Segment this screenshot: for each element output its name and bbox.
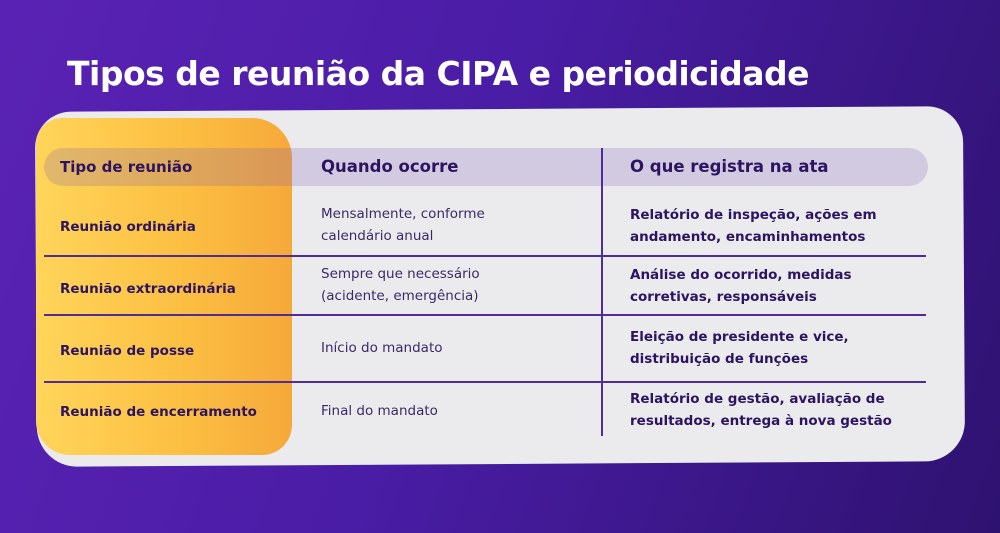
header-quando-ocorre: Quando ocorre (321, 157, 459, 176)
row-when-ordinaria: Mensalmente, conforme calendário anual (321, 206, 485, 244)
row-record-posse: Eleição de presidente e vice, distribuição de funções (630, 329, 849, 367)
row-type-extraordinaria: Reunião extraordinária (60, 281, 236, 297)
header-tipo-de-reuniao: Tipo de reunião (60, 158, 193, 176)
column-divider (601, 148, 603, 436)
row-divider (44, 381, 926, 383)
row-when-encerramento: Final do mandato (321, 403, 438, 419)
row-when-posse: Início do mandato (321, 340, 443, 356)
row-type-posse: Reunião de posse (60, 343, 195, 359)
row-type-ordinaria: Reunião ordinária (60, 219, 196, 235)
page-title: Tipos de reunião da CIPA e periodicidade (67, 54, 810, 93)
header-registro-ata: O que registra na ata (630, 157, 829, 176)
row-when-extraordinaria: Sempre que necessário (acidente, emergência) (321, 266, 480, 304)
row-record-ordinaria: Relatório de inspeção, ações em andamento, encaminhamentos (630, 207, 877, 245)
row-divider (44, 255, 926, 257)
row-record-extraordinaria: Análise do ocorrido, medidas corretivas, responsáveis (630, 267, 852, 305)
row-type-encerramento: Reunião de encerramento (60, 404, 257, 420)
row-divider (44, 314, 926, 316)
row-record-encerramento: Relatório de gestão, avaliação de resultados, entrega à nova gestão (630, 391, 892, 429)
